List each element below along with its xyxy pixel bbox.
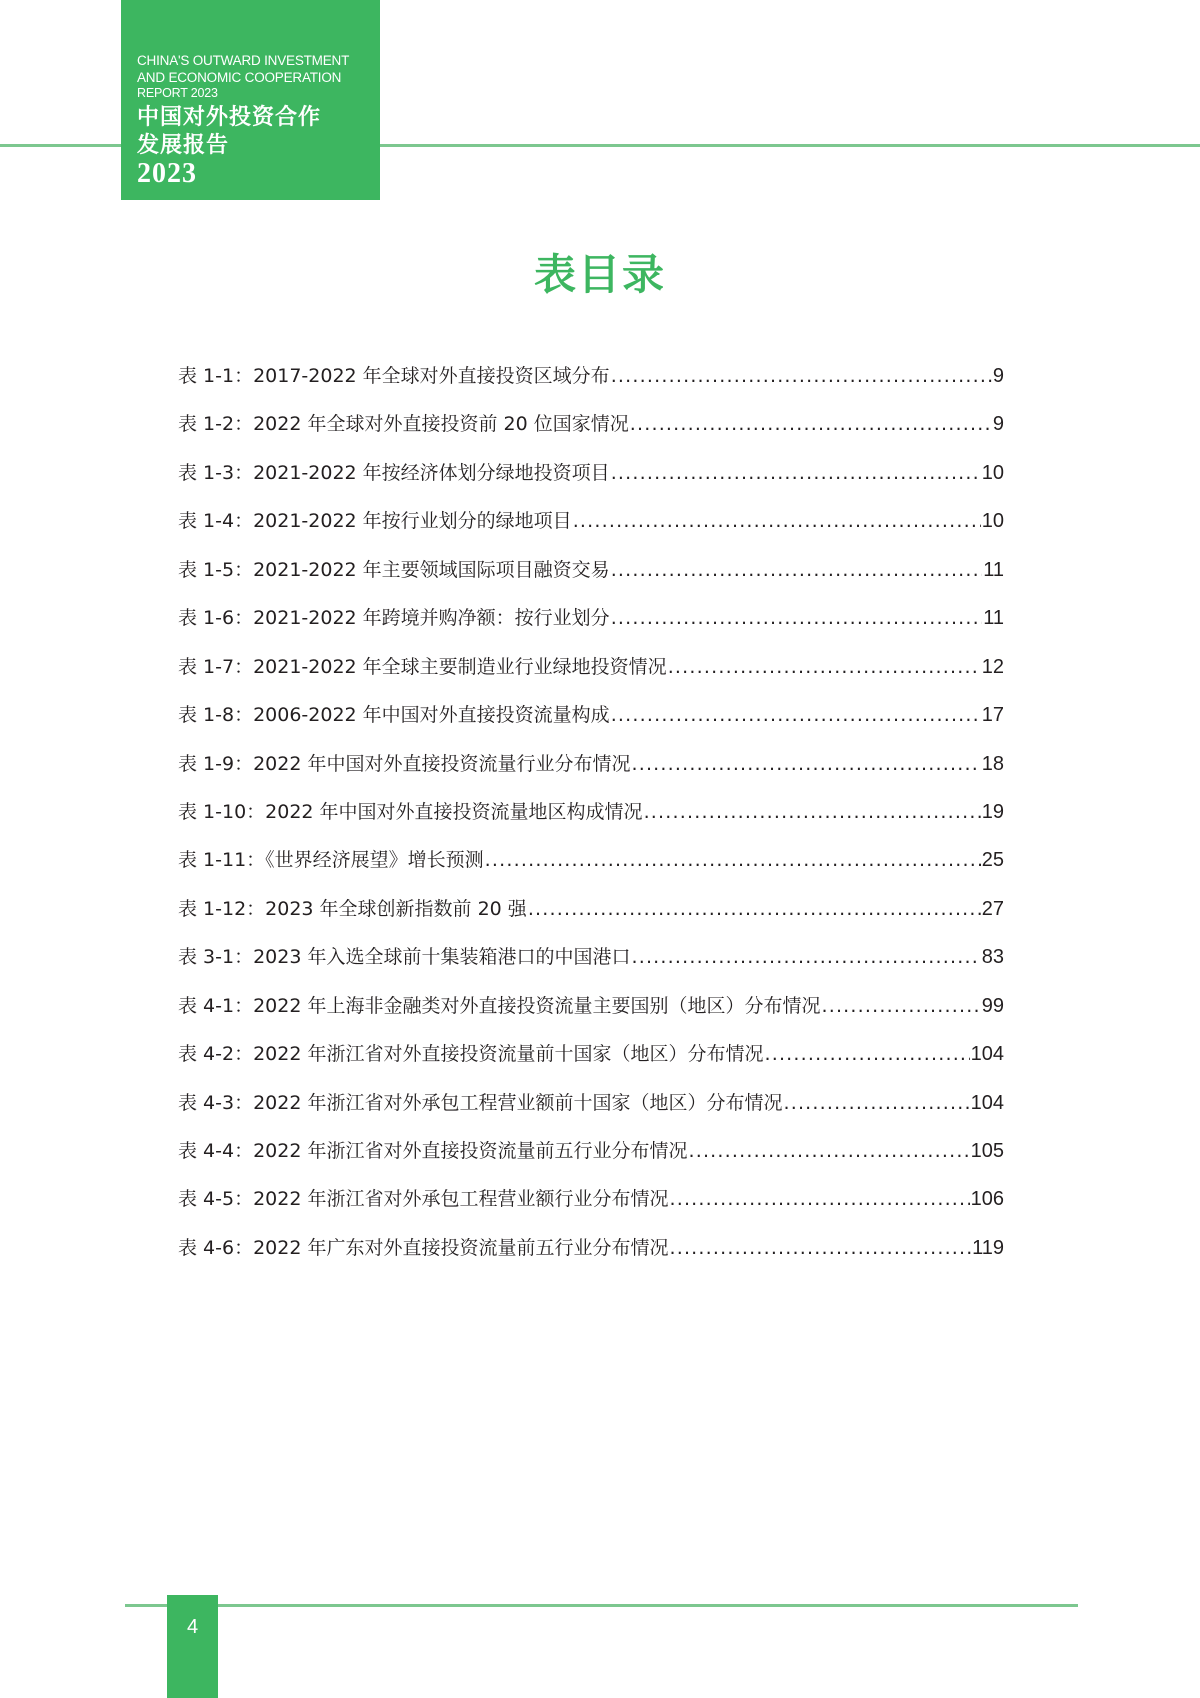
toc-entry-page: 106	[970, 1188, 1004, 1211]
toc-entry-page: 19	[981, 800, 1004, 823]
toc-entry[interactable]	[178, 459, 1004, 507]
toc-entry-label: 表 1-6：2021-2022 年跨境并购净额：按行业划分	[178, 607, 610, 630]
report-header-block	[121, 0, 380, 200]
dot-leader	[764, 1040, 969, 1068]
toc-entry-label: 表 1-7：2021-2022 年全球主要制造业行业绿地投资情况	[178, 655, 667, 678]
dot-leader	[630, 410, 992, 438]
toc-entry-page: 9	[992, 365, 1004, 387]
toc-entry-page: 17	[981, 704, 1004, 727]
toc-entry-label: 表 4-3：2022 年浙江省对外承包工程营业额前十国家（地区）分布情况	[178, 1091, 783, 1114]
dot-leader	[611, 556, 983, 584]
toc-entry[interactable]	[178, 604, 1004, 652]
toc-entry-page: 105	[970, 1140, 1004, 1162]
toc-entry[interactable]	[178, 943, 1004, 991]
toc-entry-page: 12	[981, 655, 1004, 678]
toc-entry[interactable]	[178, 798, 1004, 846]
toc-entry-label: 表 1-12：2023 年全球创新指数前 20 强	[178, 897, 527, 920]
toc-entry-page: 27	[981, 897, 1004, 920]
toc-entry-page: 104	[970, 1043, 1004, 1066]
toc-entry[interactable]	[178, 1234, 1004, 1282]
toc-entry-page: 10	[981, 510, 1004, 533]
dot-leader	[611, 701, 981, 729]
header-year: 2023	[137, 158, 197, 189]
toc-entry[interactable]	[178, 1089, 1004, 1137]
dot-leader	[688, 1137, 969, 1165]
table-of-contents-list	[178, 362, 1004, 1282]
toc-entry-page: 11	[983, 558, 1004, 581]
toc-entry-page: 99	[981, 994, 1004, 1017]
toc-entry-label: 表 3-1：2023 年入选全球前十集装箱港口的中国港口	[178, 946, 631, 969]
toc-entry[interactable]	[178, 507, 1004, 555]
header-english-title-line-3: REPORT 2023	[137, 86, 218, 100]
toc-entry-page: 104	[970, 1091, 1004, 1114]
toc-entry[interactable]	[178, 362, 1004, 410]
dot-leader	[631, 943, 980, 971]
toc-entry-label: 表 1-4：2021-2022 年按行业划分的绿地项目	[178, 510, 572, 533]
toc-entry-page: 119	[972, 1236, 1004, 1259]
page-title	[0, 248, 1200, 302]
dot-leader	[573, 507, 981, 535]
dot-leader	[669, 1234, 971, 1262]
dot-leader	[821, 992, 980, 1020]
toc-entry[interactable]	[178, 1137, 1004, 1185]
toc-entry-page: 9	[992, 413, 1004, 436]
toc-entry[interactable]	[178, 846, 1004, 894]
dot-leader	[631, 750, 980, 778]
footer-rule	[125, 1604, 1078, 1607]
toc-entry-label: 表 1-2：2022 年全球对外直接投资前 20 位国家情况	[178, 413, 629, 436]
toc-entry-page: 18	[981, 752, 1004, 775]
toc-entry-label: 表 1-9：2022 年中国对外直接投资流量行业分布情况	[178, 752, 631, 775]
toc-entry-page: 25	[981, 849, 1004, 872]
header-chinese-title-line-1: 中国对外投资合作	[137, 104, 322, 130]
toc-entry[interactable]	[178, 895, 1004, 943]
dot-leader	[644, 798, 981, 826]
dot-leader	[611, 604, 983, 632]
dot-leader	[668, 653, 981, 681]
toc-entry-label: 表 1-5：2021-2022 年主要领域国际项目融资交易	[178, 558, 610, 581]
page-title-text: 表目录	[533, 250, 666, 299]
dot-leader	[485, 846, 981, 874]
toc-entry[interactable]	[178, 701, 1004, 749]
toc-entry-label: 表 1-8：2006-2022 年中国对外直接投资流量构成	[178, 704, 610, 727]
header-chinese-title-line-2: 发展报告	[137, 132, 230, 158]
toc-entry[interactable]	[178, 750, 1004, 798]
toc-entry[interactable]	[178, 992, 1004, 1040]
toc-entry-label: 表 4-6：2022 年广东对外直接投资流量前五行业分布情况	[178, 1236, 669, 1259]
toc-entry[interactable]	[178, 556, 1004, 604]
toc-entry-label: 表 4-4：2022 年浙江省对外直接投资流量前五行业分布情况	[178, 1140, 688, 1162]
toc-entry-label: 表 1-10：2022 年中国对外直接投资流量地区构成情况	[178, 800, 643, 823]
toc-entry-label: 表 1-11：《世界经济展望》增长预测	[178, 849, 484, 872]
toc-entry-page: 83	[981, 946, 1004, 969]
toc-entry-label: 表 1-3：2021-2022 年按经济体划分绿地投资项目	[178, 461, 610, 484]
toc-entry[interactable]	[178, 1185, 1004, 1233]
toc-entry-page: 11	[983, 607, 1004, 630]
header-english-title-line-1: CHINA'S OUTWARD INVESTMENT	[137, 53, 350, 68]
page-number: 4	[186, 1616, 199, 1638]
toc-entry-label: 表 4-5：2022 年浙江省对外承包工程营业额行业分布情况	[178, 1188, 669, 1211]
toc-entry-label: 表 4-2：2022 年浙江省对外直接投资流量前十国家（地区）分布情况	[178, 1043, 764, 1066]
header-english-title-line-2: AND ECONOMIC COOPERATION	[137, 70, 342, 85]
dot-leader	[783, 1089, 969, 1117]
toc-entry[interactable]	[178, 1040, 1004, 1088]
dot-leader	[611, 362, 992, 390]
toc-entry-page: 10	[981, 461, 1004, 484]
toc-entry-label: 表 1-1：2017-2022 年全球对外直接投资区域分布	[178, 365, 610, 387]
toc-entry[interactable]	[178, 410, 1004, 458]
toc-entry[interactable]	[178, 653, 1004, 701]
dot-leader	[611, 459, 981, 487]
dot-leader	[669, 1185, 969, 1213]
footer-page-tab	[167, 1595, 218, 1698]
toc-entry-label: 表 4-1：2022 年上海非金融类对外直接投资流量主要国别（地区）分布情况	[178, 994, 821, 1017]
dot-leader	[528, 895, 981, 923]
